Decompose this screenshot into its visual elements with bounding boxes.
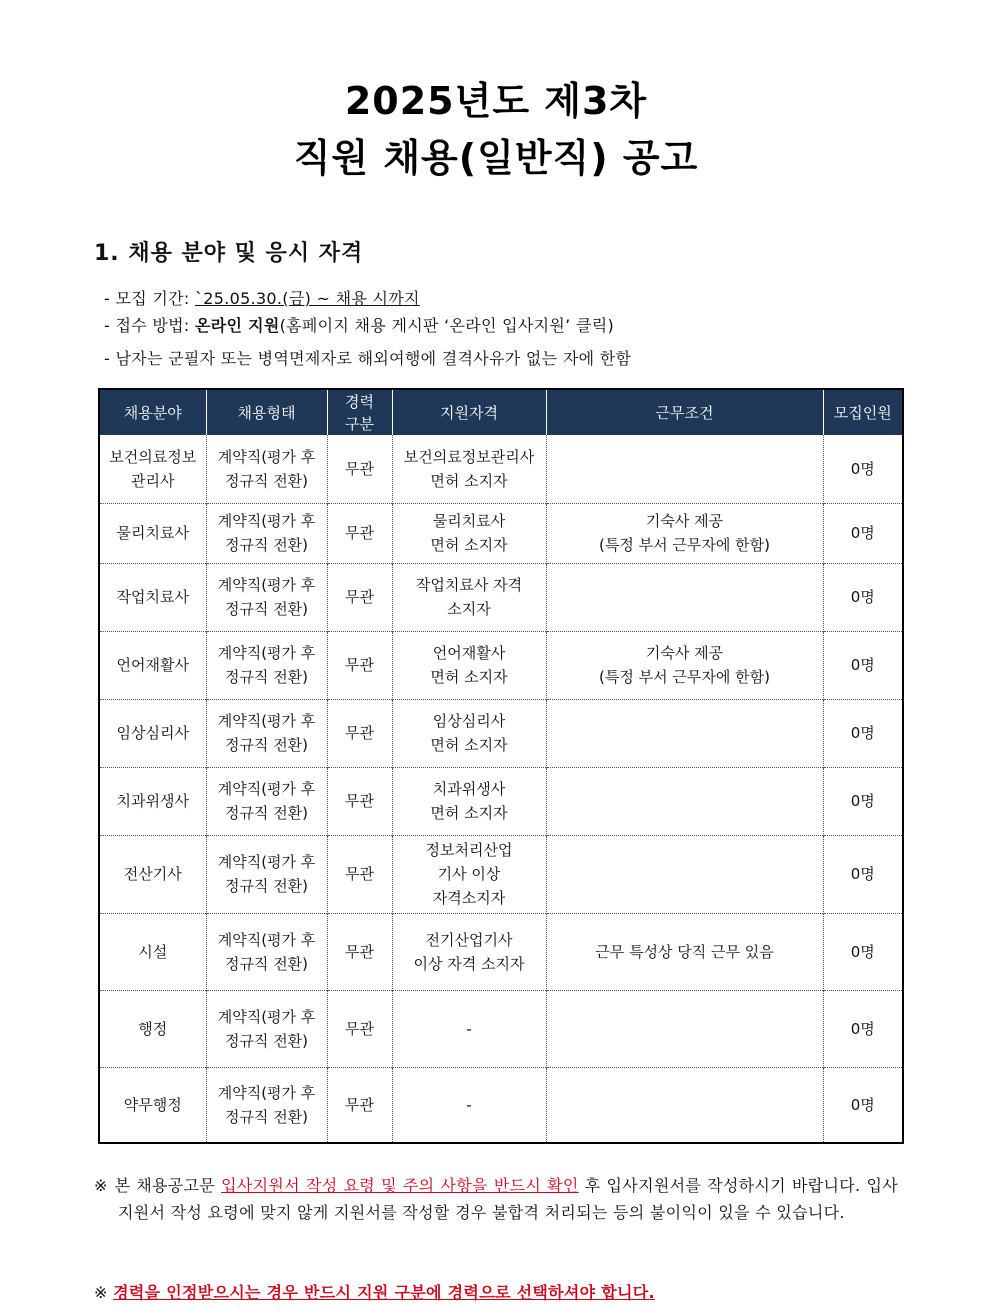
cell-qualification: - — [392, 990, 546, 1067]
header-type: 채용형태 — [206, 389, 327, 435]
cell-career: 무관 — [327, 767, 392, 835]
table-row — [99, 835, 903, 913]
cell-qualification: 정보처리산업 기사 이상 자격소지자 — [392, 835, 546, 913]
cell-field: 임상심리사 — [99, 699, 206, 767]
cell-condition — [546, 1067, 823, 1143]
cell-count: 0명 — [823, 767, 903, 835]
cell-career: 무관 — [327, 913, 392, 990]
header-career-text: 경력 구분 — [345, 392, 374, 433]
cell-field: 작업치료사 — [99, 563, 206, 631]
cell-type: 계약직(평가 후 정규직 전환) — [206, 631, 327, 699]
note-2-highlight: 경력을 인정받으시는 경우 반드시 지원 구분에 경력으로 선택하셔야 합니다. — [113, 1283, 655, 1302]
cell-qualification: 작업치료사 자격 소지자 — [392, 563, 546, 631]
cell-qualification: - — [392, 1067, 546, 1143]
cell-field: 치과위생사 — [99, 767, 206, 835]
recruit-period-label: - 모집 기간: — [104, 289, 195, 308]
recruit-period-value: `25.05.30.(금) ~ 채용 시까지 — [194, 289, 420, 308]
cell-condition: 기숙사 제공 (특정 부서 근무자에 한함) — [546, 631, 823, 699]
cell-field: 약무행정 — [99, 1067, 206, 1143]
cell-career: 무관 — [327, 835, 392, 913]
military-note: - 남자는 군필자 또는 병역면제자로 해외여행에 결격사유가 없는 자에 한함 — [104, 349, 632, 368]
cell-condition — [546, 990, 823, 1067]
cell-qualification: 전기산업기사 이상 자격 소지자 — [392, 913, 546, 990]
cell-count: 0명 — [823, 699, 903, 767]
cell-count: 0명 — [823, 1067, 903, 1143]
cell-qualification: 언어재활사 면허 소지자 — [392, 631, 546, 699]
cell-condition — [546, 563, 823, 631]
cell-count: 0명 — [823, 435, 903, 503]
table-row — [99, 1067, 903, 1143]
cell-condition — [546, 835, 823, 913]
recruit-period — [104, 286, 420, 309]
cell-type: 계약직(평가 후 정규직 전환) — [206, 563, 327, 631]
cell-qualification: 임상심리사 면허 소지자 — [392, 699, 546, 767]
title-line-2: 직원 채용(일반직) 공고 — [293, 136, 699, 180]
cell-career: 무관 — [327, 631, 392, 699]
cell-condition — [546, 435, 823, 503]
note-1 — [94, 1172, 898, 1226]
recruit-table — [98, 388, 904, 1144]
apply-method — [104, 313, 614, 336]
cell-count: 0명 — [823, 990, 903, 1067]
apply-method-bold: 온라인 지원 — [194, 316, 280, 335]
cell-condition — [546, 767, 823, 835]
cell-count: 0명 — [823, 631, 903, 699]
cell-qualification: 치과위생사 면허 소지자 — [392, 767, 546, 835]
cell-type: 계약직(평가 후 정규직 전환) — [206, 1067, 327, 1143]
apply-method-rest: (홈페이지 채용 게시판 ‘온라인 입사지원’ 클릭) — [279, 316, 615, 335]
cell-count: 0명 — [823, 503, 903, 563]
cell-condition — [546, 699, 823, 767]
table-row — [99, 435, 903, 503]
table-row — [99, 699, 903, 767]
header-count: 모집인원 — [823, 389, 903, 435]
cell-condition: 기숙사 제공 (특정 부서 근무자에 한함) — [546, 503, 823, 563]
cell-type: 계약직(평가 후 정규직 전환) — [206, 835, 327, 913]
table-row — [99, 563, 903, 631]
header-field: 채용분야 — [99, 389, 206, 435]
cell-type: 계약직(평가 후 정규직 전환) — [206, 990, 327, 1067]
header-career — [327, 389, 392, 435]
cell-career: 무관 — [327, 1067, 392, 1143]
cell-type: 계약직(평가 후 정규직 전환) — [206, 435, 327, 503]
cell-field: 언어재활사 — [99, 631, 206, 699]
table-header-row — [99, 389, 903, 435]
cell-career: 무관 — [327, 503, 392, 563]
note-1-suffix: 후 입사지원서를 작성하시기 바랍니다. 입사지원서 작성 요령에 맞지 않게 지원서를 작성할 경우 불합격 처리되는 등의 불이익이 있을 수 있습니다. — [118, 1176, 898, 1222]
cell-career: 무관 — [327, 990, 392, 1067]
header-condition: 근무조건 — [546, 389, 823, 435]
cell-type: 계약직(평가 후 정규직 전환) — [206, 767, 327, 835]
table-row — [99, 913, 903, 990]
cell-career: 무관 — [327, 563, 392, 631]
table-row — [99, 767, 903, 835]
note-1-body — [94, 1172, 898, 1226]
cell-type: 계약직(평가 후 정규직 전환) — [206, 503, 327, 563]
note-1-prefix: ※ 본 채용공고문 — [94, 1176, 222, 1195]
cell-field: 행정 — [99, 990, 206, 1067]
cell-career: 무관 — [327, 435, 392, 503]
apply-method-label: - 접수 방법: — [104, 316, 195, 335]
note-2 — [94, 1279, 655, 1306]
table-row — [99, 503, 903, 563]
section-heading: 1. 채용 분야 및 응시 자격 — [94, 241, 364, 266]
cell-field: 물리치료사 — [99, 503, 206, 563]
title-line-1: 2025년도 제3차 — [344, 79, 648, 123]
cell-qualification: 물리치료사 면허 소지자 — [392, 503, 546, 563]
cell-career: 무관 — [327, 699, 392, 767]
cell-type: 계약직(평가 후 정규직 전환) — [206, 699, 327, 767]
cell-count: 0명 — [823, 835, 903, 913]
table-row — [99, 990, 903, 1067]
cell-condition: 근무 특성상 당직 근무 있음 — [546, 913, 823, 990]
cell-type: 계약직(평가 후 정규직 전환) — [206, 913, 327, 990]
cell-count: 0명 — [823, 913, 903, 990]
cell-qualification: 보건의료정보관리사 면허 소지자 — [392, 435, 546, 503]
cell-field: 시설 — [99, 913, 206, 990]
note-1-highlight: 입사지원서 작성 요령 및 주의 사항을 반드시 확인 — [221, 1176, 579, 1195]
cell-field: 전산기사 — [99, 835, 206, 913]
cell-count: 0명 — [823, 563, 903, 631]
cell-field: 보건의료정보 관리사 — [109, 447, 197, 490]
note-2-prefix: ※ — [94, 1283, 114, 1302]
header-qualification: 지원자격 — [392, 389, 546, 435]
table-row — [99, 631, 903, 699]
